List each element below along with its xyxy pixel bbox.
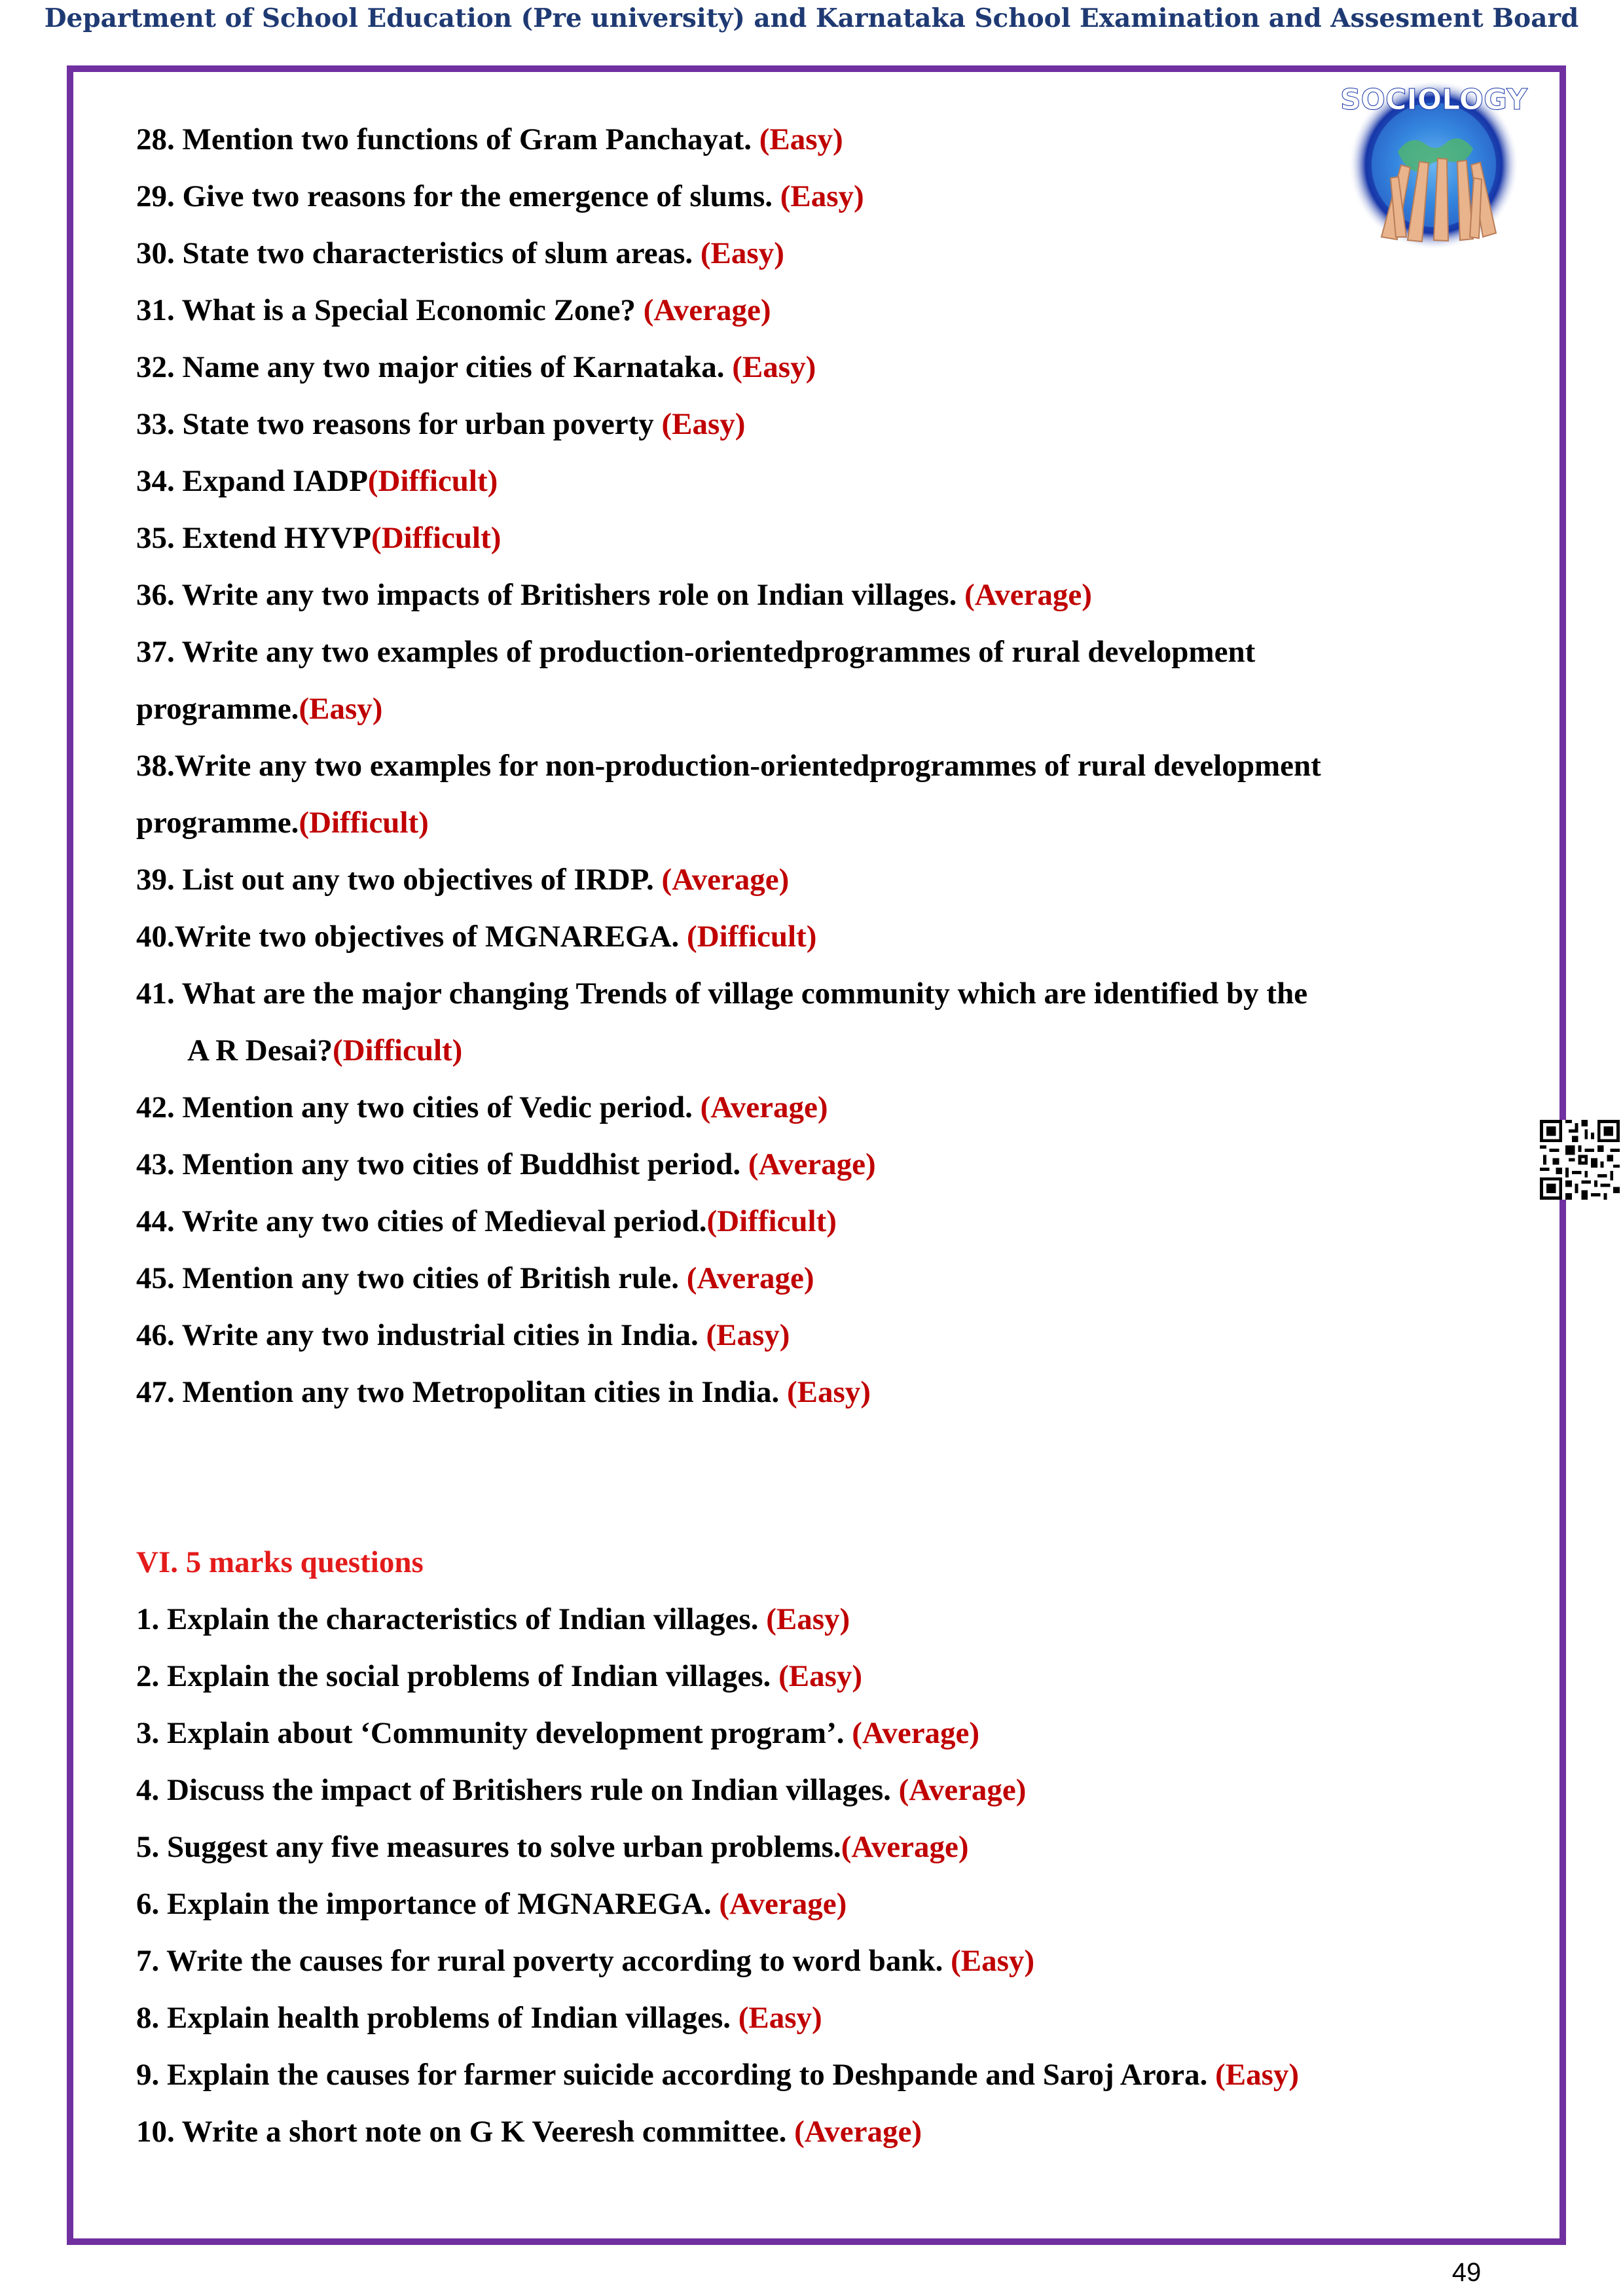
question-34: 34. Expand IADP(Difficult) [136,464,498,498]
difficulty-label: (Easy) [951,1944,1035,1978]
question-46: 46. Write any two industrial cities in India. (Easy) [136,1318,790,1352]
difficulty-label: (Difficult) [299,806,429,840]
question-30: 30. State two characteristics of slum areas. (Easy) [136,236,784,270]
difficulty-label: (Easy) [780,179,864,213]
difficulty-label: (Easy) [786,1375,871,1409]
difficulty-label: (Average) [661,863,790,897]
difficulty-label: (Average) [841,1830,969,1864]
five-mark-question-9: 9. Explain the causes for farmer suicide according to Deshpande and Saroj Arora. (Easy) [136,2058,1300,2092]
question-45: 45. Mention any two cities of British rule. (Average) [136,1261,814,1295]
page-header: Department of School Education (Pre university) and Karnataka School Examination and Assesment Board [44,3,1579,33]
difficulty-label: (Difficult) [687,920,817,954]
question-41-continued: A R Desai?(Difficult) [187,1033,463,1067]
question-36: 36. Write any two impacts of Britishers role on Indian villages. (Average) [136,578,1092,612]
question-37: 37. Write any two examples of production-orientedprogrammes of rural development [136,635,1256,669]
five-mark-question-3: 3. Explain about ‘Community development program’. (Average) [136,1716,980,1750]
section-spacer [136,1421,1524,1534]
difficulty-label: (Difficult) [367,464,498,498]
difficulty-label: (Easy) [700,236,784,270]
difficulty-label: (Easy) [759,122,843,156]
difficulty-label: (Difficult) [371,521,501,555]
difficulty-label: (Average) [794,2115,922,2149]
question-31: 31. What is a Special Economic Zone? (Average) [136,293,771,327]
difficulty-label: (Average) [852,1716,980,1750]
question-37-continued: programme.(Easy) [136,692,383,726]
difficulty-label: (Easy) [661,407,746,441]
question-38-continued: programme.(Difficult) [136,806,429,840]
question-40: 40.Write two objectives of MGNAREGA. (Difficult) [136,920,817,954]
difficulty-label: (Easy) [738,2001,822,2035]
question-44: 44. Write any two cities of Medieval period.(Difficult) [136,1204,837,1238]
difficulty-label: (Easy) [706,1318,790,1352]
question-content [136,111,1524,2161]
difficulty-label: (Easy) [1215,2058,1300,2092]
question-47: 47. Mention any two Metropolitan cities in India. (Easy) [136,1375,871,1409]
difficulty-label: (Average) [748,1147,876,1181]
difficulty-label: (Average) [643,293,771,327]
five-mark-question-4: 4. Discuss the impact of Britishers rule on Indian villages. (Average) [136,1773,1027,1807]
qr-code-icon [1540,1120,1620,1200]
five-mark-question-1: 1. Explain the characteristics of Indian villages. (Easy) [136,1602,850,1636]
five-mark-question-8: 8. Explain health problems of Indian villages. (Easy) [136,2001,822,2035]
five-mark-question-10: 10. Write a short note on G K Veeresh committee. (Average) [136,2115,922,2149]
difficulty-label: (Difficult) [332,1033,463,1067]
difficulty-label: (Average) [898,1773,1027,1807]
difficulty-label: (Easy) [766,1602,850,1636]
difficulty-label: (Average) [686,1261,814,1295]
question-35: 35. Extend HYVP(Difficult) [136,521,501,555]
question-29: 29. Give two reasons for the emergence of slums. (Easy) [136,179,864,213]
section-title: VI. 5 marks questions [136,1545,424,1579]
difficulty-label: (Easy) [299,692,383,726]
question-43: 43. Mention any two cities of Buddhist period. (Average) [136,1147,876,1181]
five-mark-question-6: 6. Explain the importance of MGNAREGA. (Average) [136,1887,847,1921]
question-42: 42. Mention any two cities of Vedic period. (Average) [136,1090,828,1124]
difficulty-label: (Average) [700,1090,828,1124]
question-41: 41. What are the major changing Trends of village community which are identified by the [136,977,1308,1011]
question-39: 39. List out any two objectives of IRDP. (Average) [136,863,790,897]
question-28: 28. Mention two functions of Gram Panchayat. (Easy) [136,122,843,156]
question-38: 38.Write any two examples for non-production-orientedprogrammes of rural development [136,749,1321,783]
page-number: 49 [1451,2258,1482,2287]
five-mark-question-5: 5. Suggest any five measures to solve urban problems.(Average) [136,1830,969,1864]
difficulty-label: (Easy) [778,1659,863,1693]
question-32: 32. Name any two major cities of Karnataka. (Easy) [136,350,816,384]
difficulty-label: (Average) [964,578,1092,612]
difficulty-label: (Easy) [732,350,816,384]
difficulty-label: (Average) [719,1887,847,1921]
question-list [136,111,1524,1421]
difficulty-label: (Difficult) [706,1204,837,1238]
svg-text:SOCIOLOGY: SOCIOLOGY [1340,83,1528,117]
question-33: 33. State two reasons for urban poverty (Easy) [136,407,746,441]
five-mark-question-2: 2. Explain the social problems of Indian villages. (Easy) [136,1659,863,1693]
five-mark-question-list [136,1591,1524,2161]
five-mark-question-7: 7. Write the causes for rural poverty according to word bank. (Easy) [136,1944,1035,1978]
